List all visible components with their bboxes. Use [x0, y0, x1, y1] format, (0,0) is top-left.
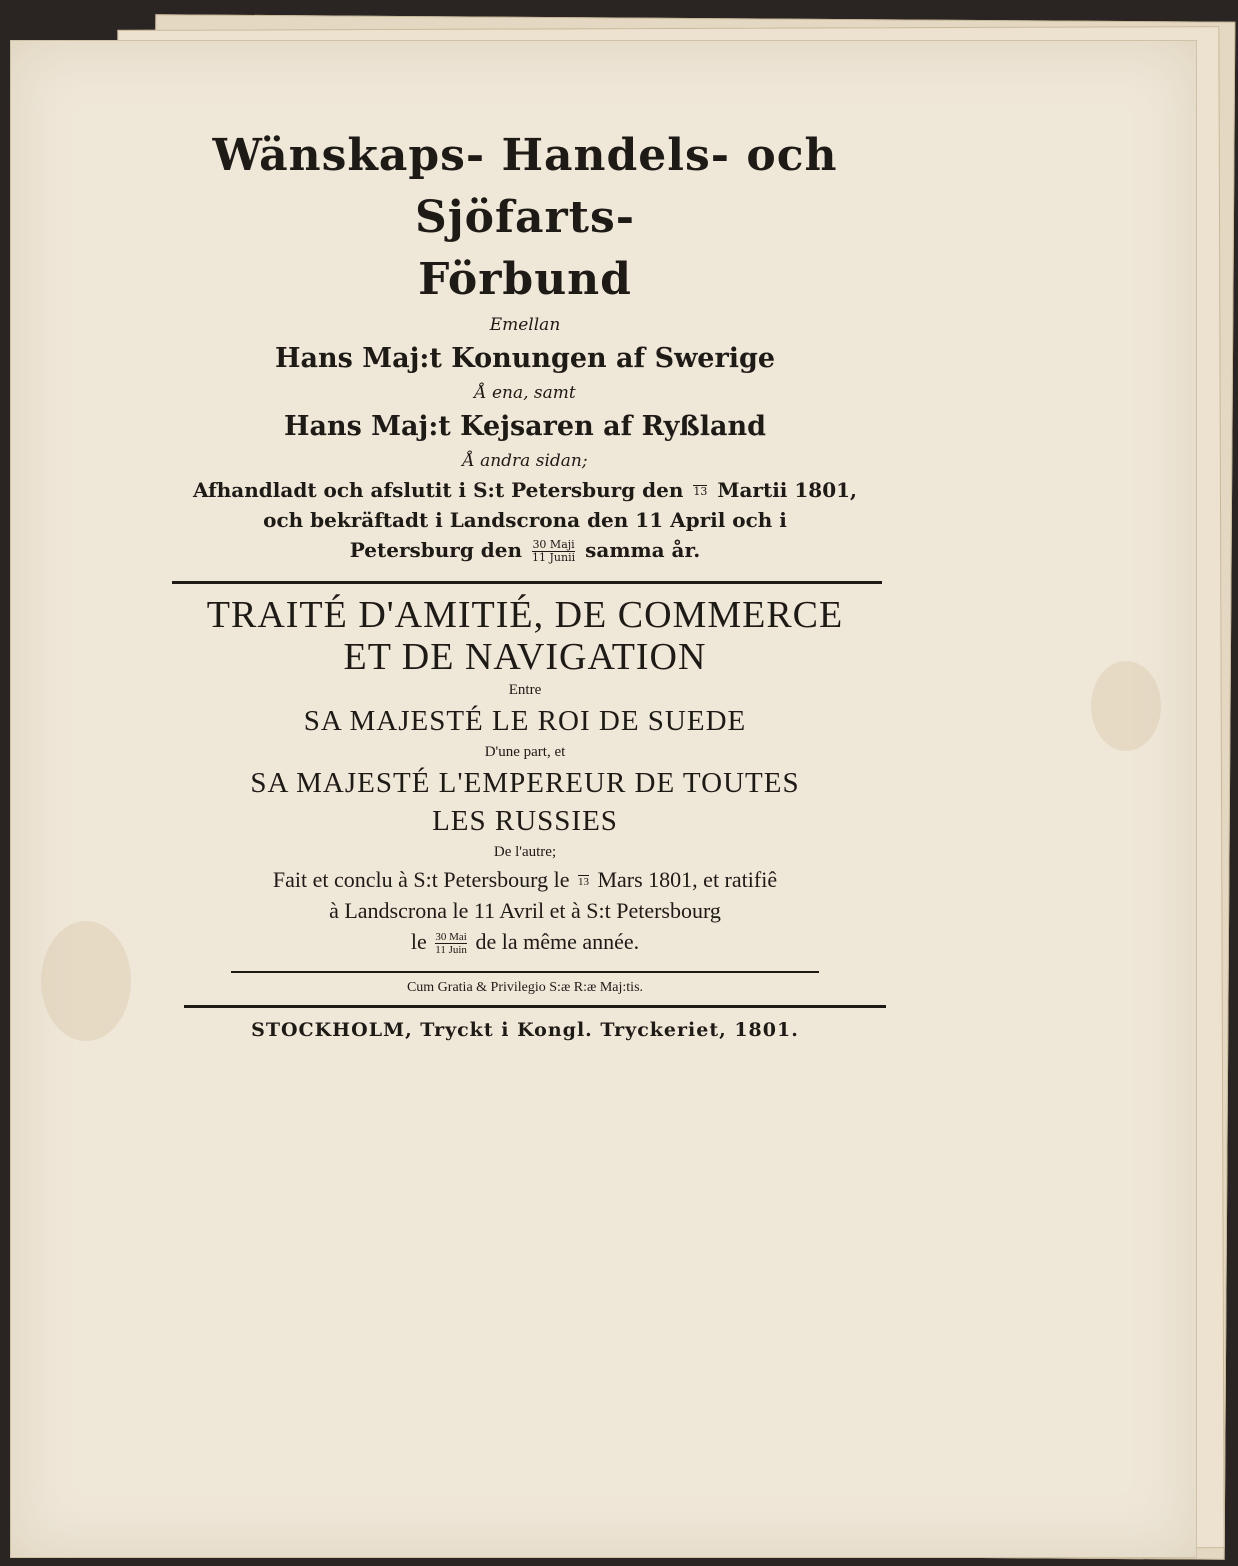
imprint-line: STOCKHOLM, Tryckt i Kongl. Tryckeriet, 1801.: [251, 1019, 799, 1041]
fraction-numerator: 30 Maji: [532, 538, 575, 551]
swedish-date-line2: och bekräftadt i Landscrona den 11 April och i: [263, 508, 787, 532]
french-autre: De l'autre;: [493, 844, 557, 860]
french-party2-line2: LES RUSSIES: [432, 805, 618, 837]
fraction-denominator: 13: [693, 485, 708, 498]
french-date-line1-start: Fait et conclu à S:t Petersbourg le: [272, 867, 570, 892]
french-une-part: D'une part, et: [484, 744, 566, 760]
swedish-date-line1: [160, 475, 890, 505]
paper-stain: [41, 921, 131, 1041]
swedish-date-line1-end: Martii 1801,: [717, 478, 857, 502]
swedish-date-fraction: [693, 485, 707, 498]
french-date-line3-start: le: [410, 929, 427, 954]
fraction-denominator: 13: [577, 876, 589, 889]
fraction-numerator: 30 Mai: [435, 931, 467, 944]
french-date-line2: à Landscrona le 11 Avril et à S:t Petersbourg: [329, 898, 721, 923]
privilege-divider: [231, 971, 819, 973]
imprint-divider: [184, 1005, 886, 1008]
fraction-denominator: 11 Juin: [435, 944, 467, 957]
french-date-line1-end: Mars 1801, et ratifiê: [597, 867, 778, 892]
paper-stain: [1091, 661, 1161, 751]
swedish-party1: Hans Maj:t Konungen af Swerige: [274, 343, 776, 374]
french-section: [160, 594, 890, 957]
swedish-date-line1-start: Afhandladt och afslutit i S:t Petersburg den: [193, 478, 684, 502]
french-title-line2: ET DE NAVIGATION: [343, 636, 707, 678]
swedish-date-line3-start: Petersburg den: [349, 538, 523, 562]
section-divider: [172, 581, 882, 584]
french-date-line1: [160, 864, 890, 895]
french-entre: Entre: [508, 682, 542, 698]
title-page-text: [160, 125, 890, 1044]
french-date-line3: [160, 926, 890, 957]
swedish-title-line2: Förbund: [418, 254, 632, 305]
swedish-emellan: Emellan: [489, 315, 561, 335]
french-party2-line1: SA MAJESTÉ L'EMPEREUR DE TOUTES: [250, 767, 800, 799]
swedish-date-line3-end: samma år.: [585, 538, 701, 562]
french-ratification-fraction: [435, 931, 467, 956]
swedish-a-andra: Å andra sidan;: [462, 451, 588, 471]
swedish-title-line1: Wänskaps- Handels- och Sjöfarts-: [212, 130, 838, 243]
swedish-ratification-fraction: [532, 539, 575, 564]
swedish-party2: Hans Maj:t Kejsaren af Ryßland: [283, 411, 767, 442]
swedish-date-line3: [160, 535, 890, 565]
swedish-a-ena: Å ena, samt: [474, 383, 576, 403]
privilege-line: Cum Gratia & Privilegio S:æ R:æ Maj:tis.: [406, 980, 644, 995]
fraction-denominator: 11 Junii: [532, 551, 576, 564]
french-party1: SA MAJESTÉ LE ROI DE SUEDE: [303, 705, 747, 737]
swedish-section: [160, 125, 890, 565]
french-date-line3-end: de la même année.: [475, 929, 640, 954]
french-date-fraction: [578, 875, 589, 888]
french-title-line1: TRAITÉ D'AMITIÉ, DE COMMERCE: [206, 594, 844, 636]
